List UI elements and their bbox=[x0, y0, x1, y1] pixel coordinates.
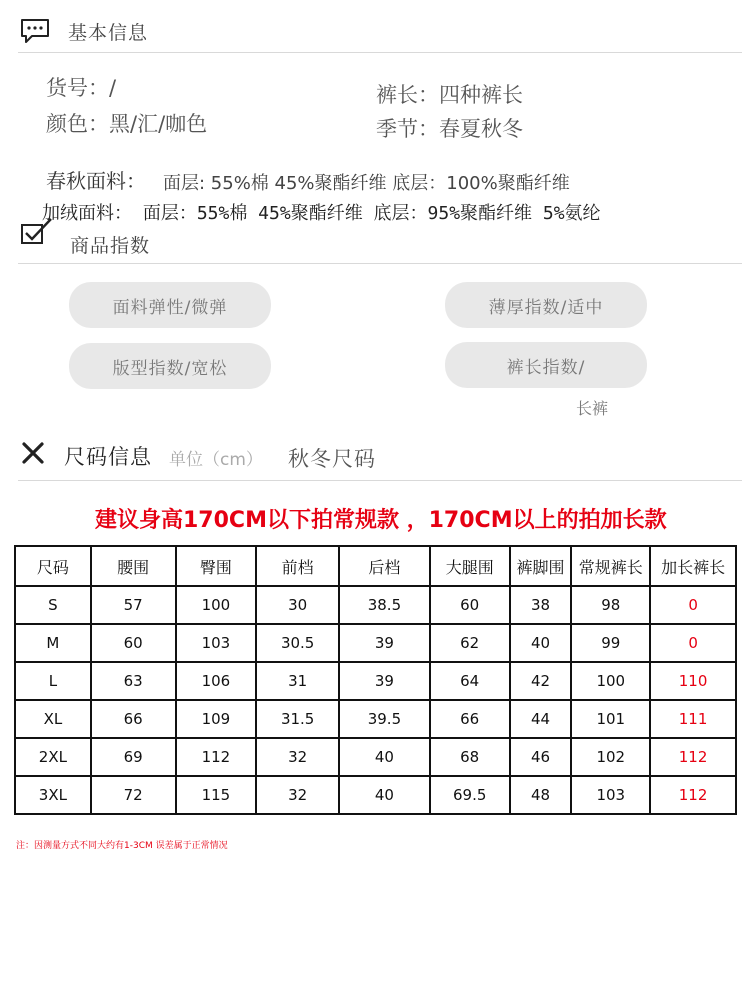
table-header-cell: 加长裤长 bbox=[650, 546, 736, 586]
table-cell: 115 bbox=[176, 776, 257, 814]
table-cell: 32 bbox=[256, 738, 339, 776]
table-header-cell: 前档 bbox=[256, 546, 339, 586]
unit-label: 单位（cm） bbox=[169, 450, 263, 470]
table-cell: 109 bbox=[176, 700, 257, 738]
pill-length: 裤长指数/ bbox=[445, 342, 647, 388]
table-cell: 103 bbox=[571, 776, 650, 814]
table-cell: XL bbox=[15, 700, 91, 738]
table-row bbox=[15, 776, 736, 814]
footnote: 注：因测量方式不同大约有1-3CM 误差属于正常情况 bbox=[16, 841, 228, 851]
table-cell: 98 bbox=[571, 586, 650, 624]
table-cell: 100 bbox=[176, 586, 257, 624]
pill-elasticity: 面料弹性/微弹 bbox=[69, 282, 271, 328]
length-info: 裤长：四种裤长 bbox=[376, 83, 523, 107]
color-info: 颜色：黑/汇/咖色 bbox=[46, 112, 208, 136]
table-header-cell: 尺码 bbox=[15, 546, 91, 586]
table-cell: 102 bbox=[571, 738, 650, 776]
spring-fabric-label: 春秋面料： bbox=[46, 169, 146, 193]
table-cell: 100 bbox=[571, 662, 650, 700]
table-header-cell: 腰围 bbox=[91, 546, 176, 586]
table-cell: 3XL bbox=[15, 776, 91, 814]
pill-fit: 版型指数/宽松 bbox=[69, 343, 271, 389]
close-icon bbox=[21, 441, 45, 469]
table-cell: 40 bbox=[339, 776, 430, 814]
table-cell: 110 bbox=[650, 662, 736, 700]
chat-icon bbox=[20, 18, 50, 48]
table-cell: S bbox=[15, 586, 91, 624]
table-header-cell: 常规裤长 bbox=[571, 546, 650, 586]
section-title-index: 商品指数 bbox=[70, 235, 151, 257]
item-number: 货号：/ bbox=[46, 76, 117, 100]
table-cell: 112 bbox=[650, 776, 736, 814]
table-cell: 60 bbox=[430, 586, 510, 624]
table-cell: 69 bbox=[91, 738, 176, 776]
table-cell: 64 bbox=[430, 662, 510, 700]
table-cell: 57 bbox=[91, 586, 176, 624]
divider bbox=[18, 263, 742, 264]
table-cell: M bbox=[15, 624, 91, 662]
table-row bbox=[15, 624, 736, 662]
table-cell: 48 bbox=[510, 776, 572, 814]
divider bbox=[18, 480, 742, 481]
table-cell: 38 bbox=[510, 586, 572, 624]
table-cell: 66 bbox=[430, 700, 510, 738]
table-row bbox=[15, 586, 736, 624]
size-table bbox=[14, 545, 737, 815]
table-cell: 0 bbox=[650, 586, 736, 624]
table-cell: 68 bbox=[430, 738, 510, 776]
size-notice: 建议身高170CM以下拍常规款 ，170CM以上的拍加长款 bbox=[95, 508, 667, 533]
table-row bbox=[15, 738, 736, 776]
table-cell: 38.5 bbox=[339, 586, 430, 624]
table-cell: 99 bbox=[571, 624, 650, 662]
table-cell: 40 bbox=[510, 624, 572, 662]
pill-length-extra: 长裤 bbox=[576, 399, 609, 418]
table-cell: 60 bbox=[91, 624, 176, 662]
divider bbox=[18, 52, 742, 53]
table-cell: 39 bbox=[339, 662, 430, 700]
table-cell: 46 bbox=[510, 738, 572, 776]
table-header-cell: 臀围 bbox=[176, 546, 257, 586]
pill-thickness: 薄厚指数/适中 bbox=[445, 282, 647, 328]
table-row bbox=[15, 700, 736, 738]
table-cell: 42 bbox=[510, 662, 572, 700]
section-title-basic: 基本信息 bbox=[68, 22, 149, 44]
table-cell: 31.5 bbox=[256, 700, 339, 738]
table-cell: 106 bbox=[176, 662, 257, 700]
section-title-size: 尺码信息 bbox=[64, 445, 152, 469]
table-cell: 32 bbox=[256, 776, 339, 814]
table-cell: 72 bbox=[91, 776, 176, 814]
table-header-cell: 后档 bbox=[339, 546, 430, 586]
table-cell: 31 bbox=[256, 662, 339, 700]
table-cell: 44 bbox=[510, 700, 572, 738]
fleece-fabric: 加绒面料： 面层：55%棉 45%聚酯纤维 底层：95%聚酯纤维 5%氨纶 bbox=[42, 203, 601, 224]
checkbox-icon bbox=[20, 217, 54, 249]
table-cell: 112 bbox=[176, 738, 257, 776]
table-cell: 62 bbox=[430, 624, 510, 662]
table-header-row bbox=[15, 546, 736, 586]
table-cell: 0 bbox=[650, 624, 736, 662]
table-cell: 40 bbox=[339, 738, 430, 776]
table-cell: 30.5 bbox=[256, 624, 339, 662]
table-cell: 69.5 bbox=[430, 776, 510, 814]
table-header-cell: 大腿围 bbox=[430, 546, 510, 586]
table-header-cell: 裤脚围 bbox=[510, 546, 572, 586]
season-info: 季节：春夏秋冬 bbox=[376, 117, 523, 141]
table-cell: 103 bbox=[176, 624, 257, 662]
table-cell: 101 bbox=[571, 700, 650, 738]
spring-fabric-value: 面层: 55%棉 45%聚酯纤维 底层：100%聚酯纤维 bbox=[163, 173, 570, 194]
table-cell: 39 bbox=[339, 624, 430, 662]
table-cell: 63 bbox=[91, 662, 176, 700]
table-cell: 112 bbox=[650, 738, 736, 776]
table-cell: 30 bbox=[256, 586, 339, 624]
season-size-label: 秋冬尺码 bbox=[288, 447, 376, 471]
table-cell: 111 bbox=[650, 700, 736, 738]
table-cell: 2XL bbox=[15, 738, 91, 776]
table-cell: 39.5 bbox=[339, 700, 430, 738]
table-row bbox=[15, 662, 736, 700]
table-cell: L bbox=[15, 662, 91, 700]
table-cell: 66 bbox=[91, 700, 176, 738]
